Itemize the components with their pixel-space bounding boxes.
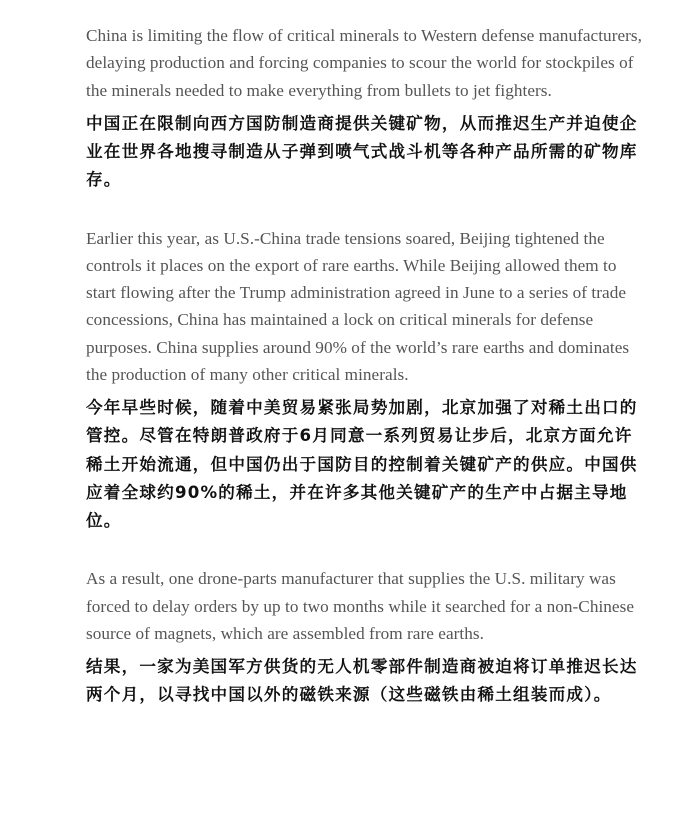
english-paragraph: As a result, one drone-parts manufacturer that supplies the U.S. military was forced to delay orders by up to two months while it searched for a non-Chinese source of magnets, which are assembled from rare earths.	[86, 569, 635, 643]
paragraph-block-2	[86, 225, 642, 536]
chinese-translation: 中国正在限制向西方国防制造商提供关键矿物，从而推迟生产并迫使企业在世界各地搜寻制造从子弹到喷气式战斗机等各种产品所需的矿物库存。	[86, 113, 638, 190]
chinese-translation: 今年早些时候，随着中美贸易紧张局势加剧，北京加强了对稀土出口的管控。尽管在特朗普政府于6月同意一系列贸易让步后，北京方面允许稀土开始流通，但中国仍出于国防目的控制着关键矿产的供应。中国供应着全球约90%的稀土，并在许多其他关键矿产的生产中占据主导地位。	[86, 398, 638, 531]
article-body	[86, 22, 642, 710]
english-paragraph: China is limiting the flow of critical minerals to Western defense manufacturers, delaying production and forcing companies to scour the world for stockpiles of the minerals needed to make everything from bullets to jet fighters.	[86, 26, 643, 100]
paragraph-block-3	[86, 565, 642, 709]
paragraph-block-1	[86, 22, 642, 195]
chinese-translation: 结果，一家为美国军方供货的无人机零部件制造商被迫将订单推迟长达两个月，以寻找中国以外的磁铁来源（这些磁铁由稀土组装而成）。	[86, 657, 638, 705]
english-paragraph: Earlier this year, as U.S.-China trade tensions soared, Beijing tightened the controls it places on the export of rare earths. While Beijing allowed them to start flowing after the Trump administration agreed in June to a series of trade concessions, China has maintained a lock on critical minerals for defense purposes. China supplies around 90% of the world’s rare earths and dominates the production of many other critical minerals.	[86, 228, 630, 384]
